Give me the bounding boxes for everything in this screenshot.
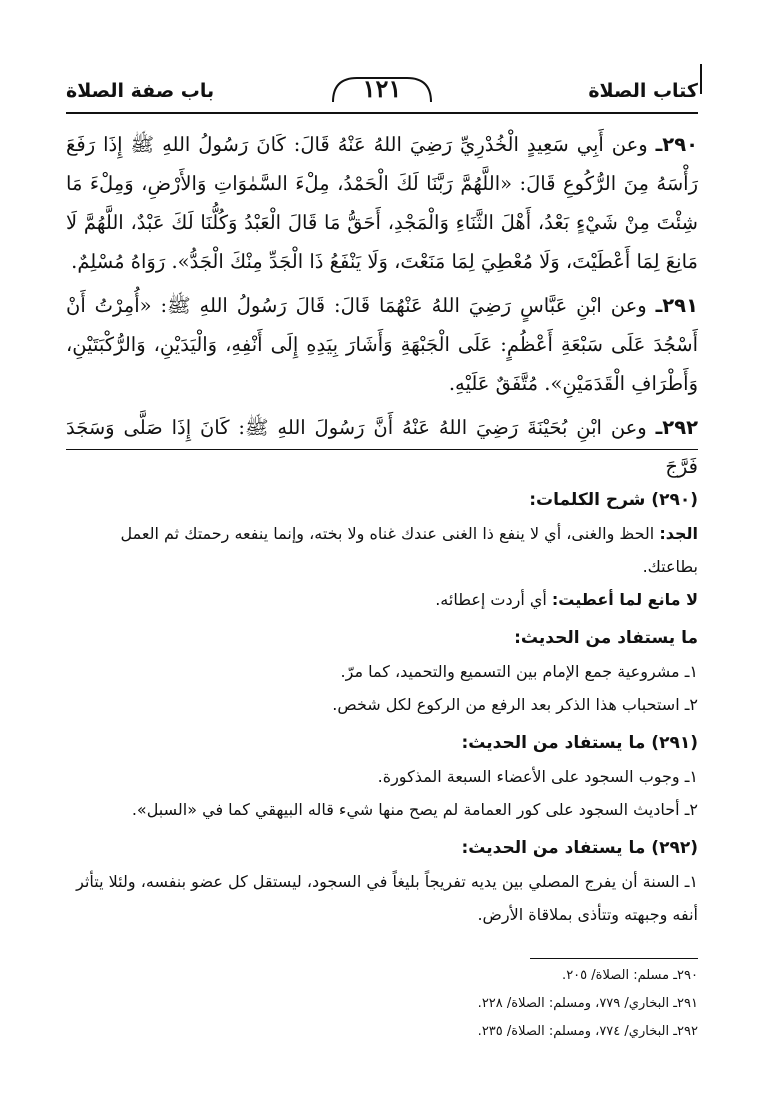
hadith-number: ٢٩٢ـ (655, 416, 699, 439)
footnote: ٢٩٠ـ مسلم: الصلاة/ ٢٠٥. (562, 968, 698, 983)
chapter-title: باب صفة الصلاة (66, 80, 215, 102)
header-rule (66, 112, 698, 114)
page-number-text: ١٢١ (362, 74, 402, 103)
word-definition: الحظ والغنى، أي لا ينفع ذا الغنى عندك غناه ولا بخته، وإنما ينفعه رحمتك ثم العمل بطاعتك. (120, 524, 698, 576)
hadith-291 (66, 286, 698, 403)
footnote: ٢٩٢ـ البخاري/ ٧٧٤، ومسلم: الصلاة/ ٢٣٥. (477, 1024, 698, 1039)
benefit-item: ٢ـ استحباب هذا الذكر بعد الرفع من الركوع لكل شخص. (332, 695, 698, 714)
benefit-item: ١ـ السنة أن يفرج المصلي بين يديه تفريجاً بليغاً في السجود، ليستقل كل عضو بنفسه، ولئلا يتأثر أنفه وجبهته وتتأذى بملاقاة الأرض. (76, 872, 698, 924)
section-divider (66, 449, 698, 450)
commentary (62, 478, 698, 931)
footnote: ٢٩١ـ البخاري/ ٧٧٩، ومسلم: الصلاة/ ٢٢٨. (477, 996, 698, 1011)
benefit-item: ١ـ وجوب السجود على الأعضاء السبعة المذكورة. (377, 767, 698, 786)
words-title: (٢٩٠) شرح الكلمات: (529, 490, 698, 510)
page-header (66, 74, 698, 110)
hadith-text: وعن ابْنِ بُحَيْنَةَ رَضِيَ اللهُ عَنْهُ أَنَّ رَسُولَ اللهِ ﷺ: كَانَ إِذَا صَلَّى وَسَجَدَ فَرَّجَ (66, 416, 698, 478)
benefits-title-290: ما يستفاد من الحديث: (514, 628, 698, 648)
word-definition: أي أردت إعطائه. (435, 590, 547, 609)
page-number (327, 72, 437, 110)
hadith-number: ٢٩٠ـ (655, 133, 699, 156)
hadith-292 (66, 408, 698, 486)
word-entry (62, 583, 698, 616)
header-tick (700, 64, 702, 94)
book-title: كتاب الصلاة (588, 80, 698, 102)
benefit-item: ٢ـ أحاديث السجود على كور العمامة لم يصح منها شيء قاله البيهقي كما في «السبل». (131, 800, 698, 819)
word-entry (62, 517, 698, 583)
footnotes (66, 962, 698, 1046)
footnote-rule (530, 958, 698, 959)
hadith-number: ٢٩١ـ (655, 294, 698, 317)
benefit-item: ١ـ مشروعية جمع الإمام بين التسميع والتحميد، كما مرّ. (340, 662, 698, 681)
word-term: الجد: (659, 524, 698, 543)
benefits-title-292: (٢٩٢) ما يستفاد من الحديث: (461, 838, 698, 858)
benefits-title-291: (٢٩١) ما يستفاد من الحديث: (461, 733, 698, 753)
hadith-text: وعن أَبِي سَعِيدٍ الْخُدْرِيِّ رَضِيَ اللهُ عَنْهُ قَالَ: كَانَ رَسُولُ اللهِ ﷺ إِذَا رَفَعَ رَأْسَهُ مِنَ الرُّكُوعِ قَالَ: «اللَّهُمَّ رَبَّنَا لَكَ الْحَمْدُ، مِلْءَ السَّمٰوَاتِ وَالأَرْضِ، وَمِلْءَ مَا شِئْتَ مِنْ شَيْءٍ بَعْدُ، أَهْلَ الثَّنَاءِ وَالْمَجْدِ، أَحَقُّ مَا قَالَ الْعَبْدُ وَكُلُّنَا لَكَ عَبْدٌ، اللَّهُمَّ لَا مَانِعَ لِمَا أَعْطَيْتَ، وَلَا مُعْطِيَ لِمَا مَنَعْتَ، وَلَا يَنْفَعُ ذَا الْجَدِّ مِنْكَ الْجَدُّ». رَوَاهُ مُسْلِمٌ. (66, 133, 698, 273)
hadith-290 (66, 125, 698, 281)
word-term: لا مانع لما أعطيت: (551, 590, 698, 609)
hadith-text: وعن ابْنِ عَبَّاسٍ رَضِيَ اللهُ عَنْهُمَا قَالَ: قَالَ رَسُولُ اللهِ ﷺ: «أُمِرْتُ أَنْ أَسْجُدَ عَلَى سَبْعَةِ أَعْظُمٍ: عَلَى الْجَبْهَةِ وَأَشَارَ بِيَدِهِ إِلَى أَنْفِهِ، وَالْيَدَيْنِ، وَالرُّكْبَتَيْنِ، وَأَطْرَافِ الْقَدَمَيْنِ». مُتَّفَقٌ عَلَيْهِ. (66, 294, 698, 395)
